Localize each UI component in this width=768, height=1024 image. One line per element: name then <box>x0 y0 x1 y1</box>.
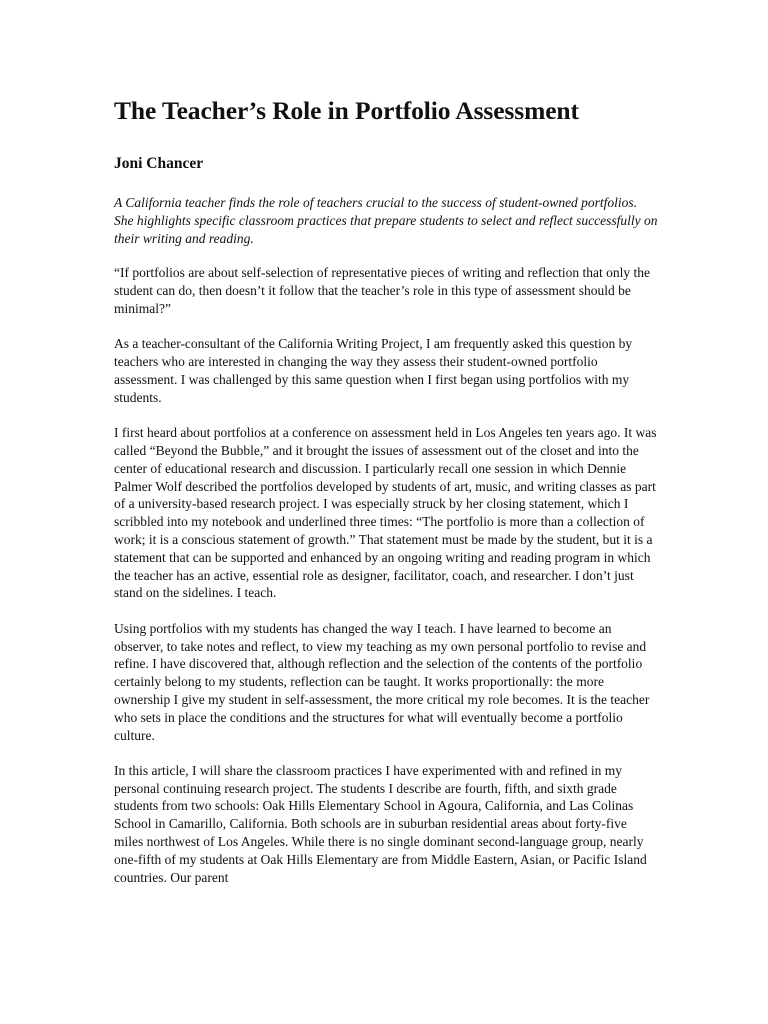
article-author: Joni Chancer <box>114 155 204 172</box>
paragraph-1: “If portfolios are about self-selection of representative pieces of writing and reflection that only the student can do, then doesn’t it follow that the teacher’s role in this type of assessment should be minimal?” <box>114 265 651 316</box>
article-title: The Teacher’s Role in Portfolio Assessment <box>114 96 579 125</box>
paragraph-4: Using portfolios with my students has changed the way I teach. I have learned to become an observer, to take notes and reflect, to view my teaching as my own personal portfolio to revise and refine. I have discovered that, although reflection and the selection of the contents of the portfolio certainly belong to my students, reflection can be taught. It works proportionally: the more ownership I give my student in self-assessment, the more critical my role becomes. It is the teacher who sets in place the conditions and the structures for what will eventually become a portfolio culture. <box>114 620 650 743</box>
paragraph-2: As a teacher-consultant of the California Writing Project, I am frequently asked this question by teachers who are interested in changing the way they assess their student-owned portfolio assessment. I was challenged by this same question when I first began using portfolios with my students. <box>114 336 633 405</box>
paragraph-5: In this article, I will share the classroom practices I have experimented with and refined in my personal continuing research project. The students I describe are fourth, fifth, and sixth grade students from two schools: Oak Hills Elementary School in Agoura, California, and Las Colinas School in Camarillo, California. Both schools are in suburban residential areas about forty-five miles northwest of Los Angeles. While there is no single dominant second-language group, nearly one-fifth of my students at Oak Hills Elementary are from Middle Eastern, Asian, or Pacific Island countries. Our parent <box>114 762 647 885</box>
article-body <box>114 94 659 886</box>
paragraph-3: I first heard about portfolios at a conference on assessment held in Los Angeles ten years ago. It was called “Beyond the Bubble,” and it brought the issues of assessment out of the closet and into the center of educational research and discussion. I particularly recall one session in which Dennie Palmer Wolf described the portfolios developed by students of art, music, and writing classes as part of a university-based research project. I was especially struck by her closing statement, which I scribbled into my notebook and underlined three times: “The portfolio is more than a collection of work; it is a conscious statement of growth.” That statement must be made by the student, but it is a statement that can be supported and enhanced by an ongoing writing and reading program in which the teacher has an active, essential role as designer, facilitator, coach, and researcher. I don’t just stand on the sidelines. I teach. <box>114 425 657 601</box>
article-abstract: A California teacher finds the role of teachers crucial to the success of student-owned portfolios. She highlights specific classroom practices that prepare students to select and reflect successfully on their writing and reading. <box>114 195 658 246</box>
